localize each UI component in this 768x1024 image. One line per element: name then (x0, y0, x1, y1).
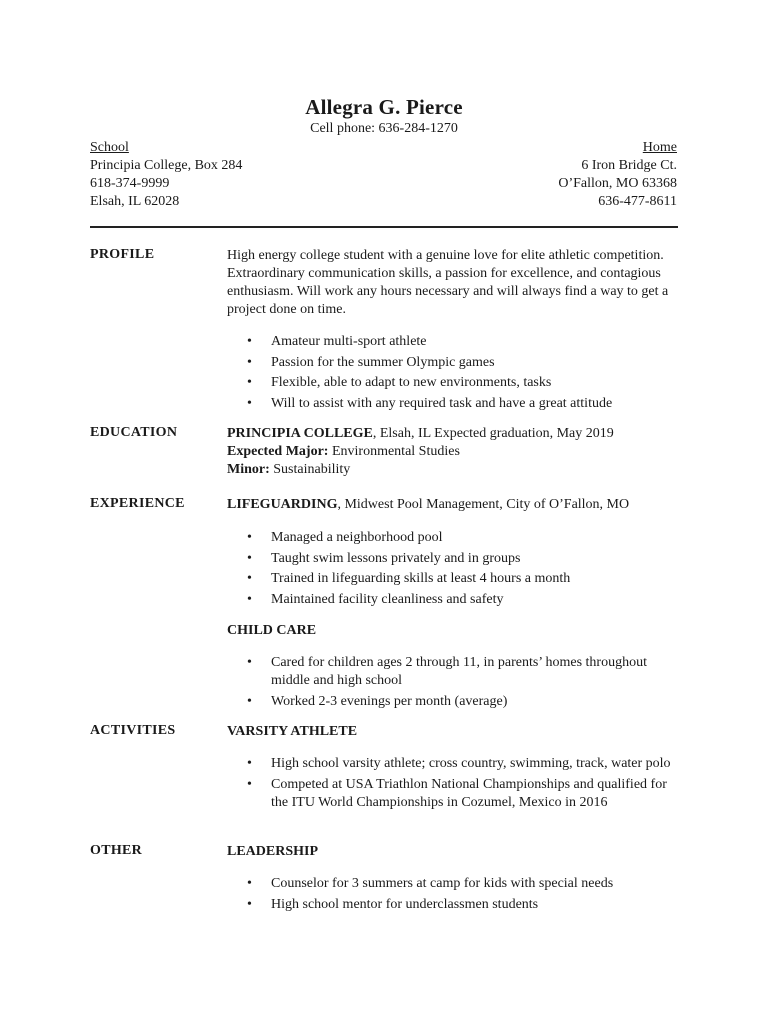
home-address (558, 139, 677, 211)
education-minor-value: Sustainability (269, 462, 351, 477)
education-school-details: , Elsah, IL Expected graduation, May 2019 (372, 426, 614, 441)
list-item: • Cared for children ages 2 through 11, in parents’ homes throughout middle and high school (227, 654, 679, 690)
list-item: • Amateur multi-sport athlete (227, 333, 679, 351)
list-item: • Trained in lifeguarding skills at least 4 hours a month (227, 570, 679, 588)
education-school-line (227, 425, 679, 443)
school-address (90, 139, 242, 211)
activities-title: VARSITY ATHLETE (227, 724, 358, 739)
section-label-experience: EXPERIENCE (90, 496, 185, 511)
school-heading: School (90, 140, 129, 155)
list-item: • High school mentor for underclassmen students (227, 896, 679, 914)
education-school: PRINCIPIA COLLEGE (227, 426, 373, 441)
education-minor-label: Minor: (227, 462, 270, 477)
list-item: • Passion for the summer Olympic games (227, 354, 679, 372)
other-bullets (227, 875, 679, 916)
section-label-profile: PROFILE (90, 247, 155, 262)
list-item: • Maintained facility cleanliness and safety (227, 591, 679, 609)
profile-bullets (227, 333, 679, 415)
home-line-2: O’Fallon, MO 63368 (558, 176, 677, 191)
section-label-education: EDUCATION (90, 425, 178, 440)
education-minor-line (227, 461, 679, 479)
cell-phone: Cell phone: 636-284-1270 (310, 121, 458, 136)
list-item: • High school varsity athlete; cross country, swimming, track, water polo (227, 755, 679, 773)
home-line-1: 6 Iron Bridge Ct. (581, 158, 677, 173)
profile-summary: High energy college student with a genuine love for elite athletic competition. Extraordinary communication skills, a passion for excellence, and contagious enthusiasm. Will work any hours necessary and will always find a way to get a project done on time. (227, 248, 669, 317)
home-line-3: 636-477-8611 (598, 194, 677, 209)
experience-job1-bullets (227, 529, 679, 611)
list-item: • Flexible, able to adapt to new environments, tasks (227, 374, 679, 392)
experience-job1-title: LIFEGUARDING (227, 497, 338, 512)
experience-job2-bullets (227, 654, 679, 713)
school-line-3: Elsah, IL 62028 (90, 194, 180, 209)
experience-job1-heading (227, 496, 679, 514)
list-item: • Counselor for 3 summers at camp for kids with special needs (227, 875, 679, 893)
activities-bullets (227, 755, 679, 814)
list-item: • Managed a neighborhood pool (227, 529, 679, 547)
section-label-other: OTHER (90, 843, 143, 858)
school-line-1: Principia College, Box 284 (90, 158, 243, 173)
experience-job1-details: , Midwest Pool Management, City of O’Fallon, MO (337, 497, 630, 512)
list-item: • Taught swim lessons privately and in groups (227, 550, 679, 568)
education-block (227, 425, 679, 479)
list-item: • Will to assist with any required task and have a great attitude (227, 395, 679, 413)
resume-name: Allegra G. Pierce (305, 95, 463, 119)
home-heading: Home (642, 140, 677, 155)
education-major-line (227, 443, 679, 461)
header-divider (90, 226, 678, 228)
list-item: • Worked 2-3 evenings per month (average) (227, 693, 679, 711)
education-major-label: Expected Major: (227, 444, 329, 459)
other-title: LEADERSHIP (227, 844, 319, 859)
education-major-value: Environmental Studies (328, 444, 460, 459)
list-item: • Competed at USA Triathlon National Championships and qualified for the ITU World Championships in Cozumel, Mexico in 2016 (227, 776, 679, 812)
section-label-activities: ACTIVITIES (90, 723, 176, 738)
experience-job2-title: CHILD CARE (227, 623, 317, 638)
school-line-2: 618-374-9999 (90, 176, 170, 191)
